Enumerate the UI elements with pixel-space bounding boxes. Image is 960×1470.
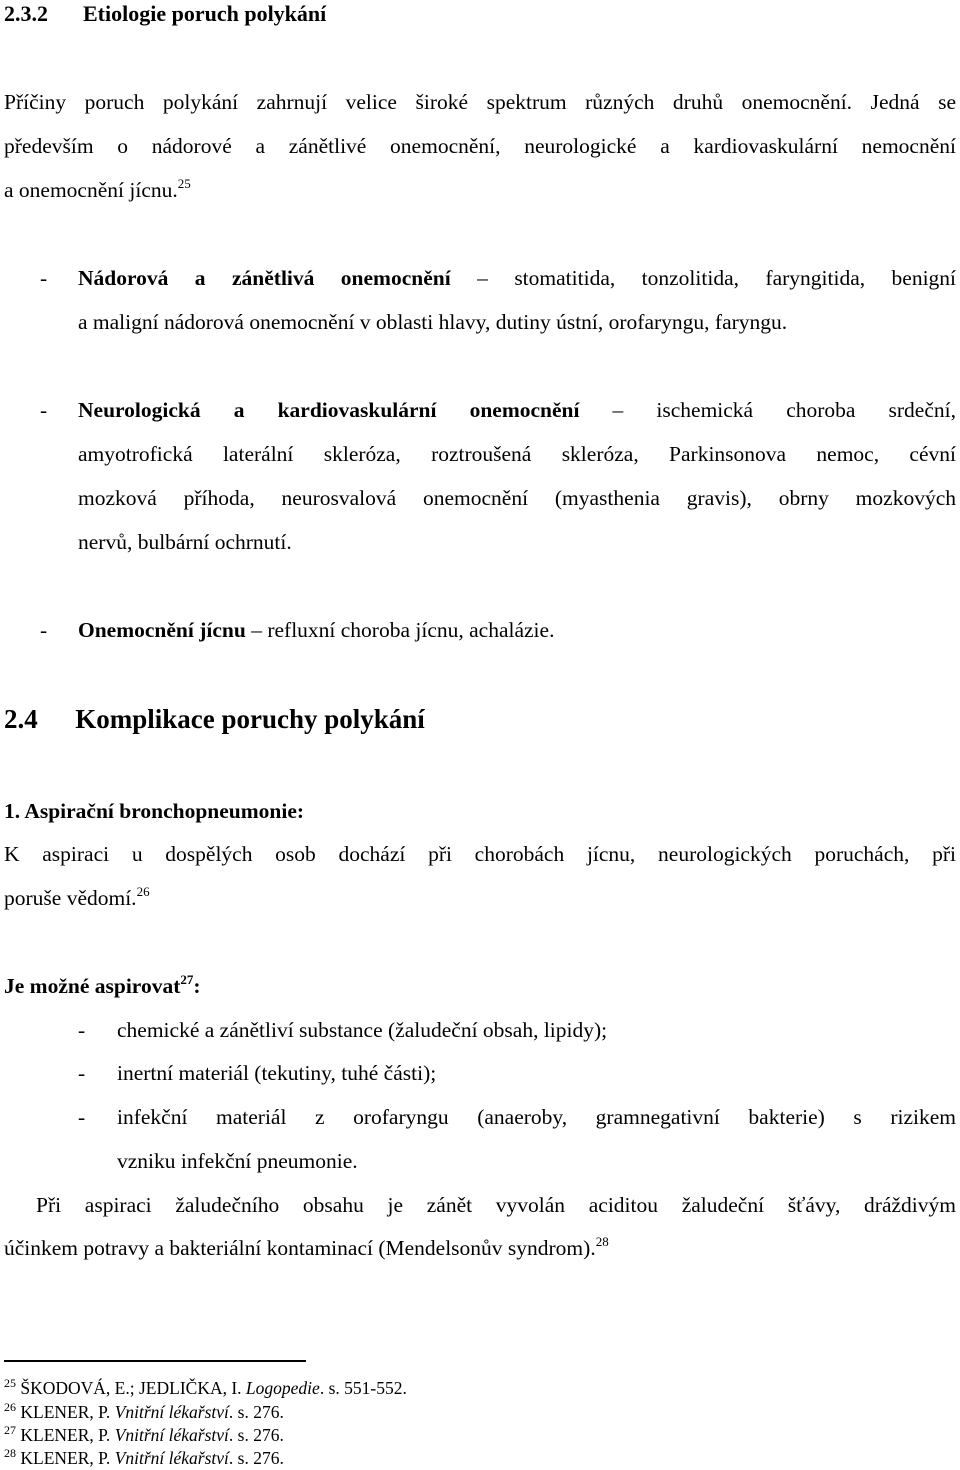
possible-heading-colon: : bbox=[193, 974, 201, 998]
item-3-line-1 bbox=[78, 616, 554, 644]
aspiration-line-2 bbox=[4, 884, 150, 912]
footnote-ref-26: 26 bbox=[136, 884, 150, 899]
footnote-authors: KLENER, P. bbox=[20, 1402, 111, 1422]
intro-line-1: Příčiny poruch polykání zahrnují velice široké spektrum různých druhů onemocnění. Jedná se bbox=[4, 90, 956, 114]
footnote-pages: . s. 276. bbox=[228, 1402, 284, 1422]
item-1-dash: - bbox=[40, 266, 48, 290]
item-3-dash: - bbox=[40, 618, 48, 642]
footnote-authors: KLENER, P. bbox=[20, 1425, 111, 1445]
footnote-ref-25: 25 bbox=[177, 176, 191, 191]
footnote-ref-27: 27 bbox=[180, 972, 194, 987]
item-3-term: Onemocnění jícnu bbox=[78, 618, 246, 642]
intro-line-3-text: a onemocnění jícnu. bbox=[4, 178, 178, 202]
footnote-authors: KLENER, P. bbox=[20, 1448, 111, 1468]
footnote-25 bbox=[4, 1377, 407, 1399]
possible-heading-text: Je možné aspirovat bbox=[4, 974, 181, 998]
footnote-title: Logopedie bbox=[245, 1378, 320, 1398]
possible-heading bbox=[4, 972, 201, 1000]
item-2-line-2: amyotrofická laterální skleróza, roztroušená skleróza, Parkinsonova nemoc, cévní bbox=[78, 442, 956, 466]
aspiration-line-2-text: poruše vědomí. bbox=[4, 886, 137, 910]
item-3-rest: – refluxní choroba jícnu, achalázie. bbox=[251, 618, 555, 642]
section-heading-2-3-2 bbox=[4, 0, 326, 28]
aspiration-heading: 1. Aspirační bronchopneumonie: bbox=[4, 799, 305, 823]
footnote-title: Vnitřní lékařství bbox=[114, 1425, 229, 1445]
footnote-number: 28 bbox=[4, 1446, 16, 1460]
item-2-line-1 bbox=[78, 396, 956, 424]
possible-item-1: chemické a zánětliví substance (žaludeční obsah, lipidy); bbox=[117, 1018, 608, 1042]
footnote-pages: . s. 276. bbox=[228, 1425, 284, 1445]
section-heading-2-4 bbox=[4, 702, 425, 736]
footnote-number: 25 bbox=[4, 1376, 16, 1390]
closing-line-1: Při aspiraci žaludečního obsahu je zánět vyvolán aciditou žaludeční šťávy, dráždivým bbox=[36, 1193, 956, 1217]
possible-item-1-dash: - bbox=[78, 1018, 86, 1042]
footnote-28 bbox=[4, 1447, 284, 1469]
closing-line-2-text: účinkem potravy a bakteriální kontaminací (Mendelsonův syndrom). bbox=[4, 1236, 596, 1260]
possible-item-2-dash: - bbox=[78, 1061, 86, 1085]
section-number: 2.4 bbox=[4, 704, 38, 734]
item-2-line-4: nervů, bulbární ochrnutí. bbox=[78, 530, 292, 554]
footnote-title: Vnitřní lékařství bbox=[114, 1402, 229, 1422]
item-1-line-2: a maligní nádorová onemocnění v oblasti hlavy, dutiny ústní, orofaryngu, faryngu. bbox=[78, 310, 788, 334]
footnote-title: Vnitřní lékařství bbox=[114, 1448, 229, 1468]
item-2-rest: – ischemická choroba srdeční, bbox=[612, 398, 956, 422]
footnote-pages: . s. 276. bbox=[228, 1448, 284, 1468]
aspiration-line-1: K aspiraci u dospělých osob dochází při chorobách jícnu, neurologických poruchách, při bbox=[4, 842, 956, 866]
section-title: Komplikace poruchy polykání bbox=[75, 704, 425, 734]
item-2-term: Neurologická a kardiovaskulární onemocnění bbox=[78, 398, 580, 422]
section-title: Etiologie poruch polykání bbox=[83, 1, 327, 26]
section-number: 2.3.2 bbox=[4, 1, 48, 26]
footnote-authors: ŠKODOVÁ, E.; JEDLIČKA, I. bbox=[20, 1378, 242, 1398]
possible-item-3-line-1: infekční materiál z orofaryngu (anaeroby, gramnegativní bakterie) s rizikem bbox=[117, 1105, 956, 1129]
possible-item-3-dash: - bbox=[78, 1105, 86, 1129]
item-2-dash: - bbox=[40, 398, 48, 422]
possible-item-3-line-2: vzniku infekční pneumonie. bbox=[117, 1149, 358, 1173]
item-1-term: Nádorová a zánětlivá onemocnění bbox=[78, 266, 451, 290]
footnote-separator bbox=[4, 1360, 306, 1362]
footnote-pages: . s. 551-552. bbox=[319, 1378, 407, 1398]
item-2-line-3: mozková příhoda, neurosvalová onemocnění (myasthenia gravis), obrny mozkových bbox=[78, 486, 956, 510]
footnote-26 bbox=[4, 1401, 284, 1423]
intro-line-2: především o nádorové a zánětlivé onemocnění, neurologické a kardiovaskulární nemocnění bbox=[4, 134, 956, 158]
possible-item-2: inertní materiál (tekutiny, tuhé části); bbox=[117, 1061, 437, 1085]
item-1-rest: – stomatitida, tonzolitida, faryngitida, benigní bbox=[477, 266, 957, 290]
footnote-number: 27 bbox=[4, 1423, 16, 1437]
item-1-line-1 bbox=[78, 264, 956, 292]
footnote-27 bbox=[4, 1424, 284, 1446]
footnote-number: 26 bbox=[4, 1400, 16, 1414]
closing-line-2 bbox=[4, 1234, 609, 1262]
intro-line-3 bbox=[4, 176, 191, 204]
footnote-ref-28: 28 bbox=[595, 1234, 609, 1249]
